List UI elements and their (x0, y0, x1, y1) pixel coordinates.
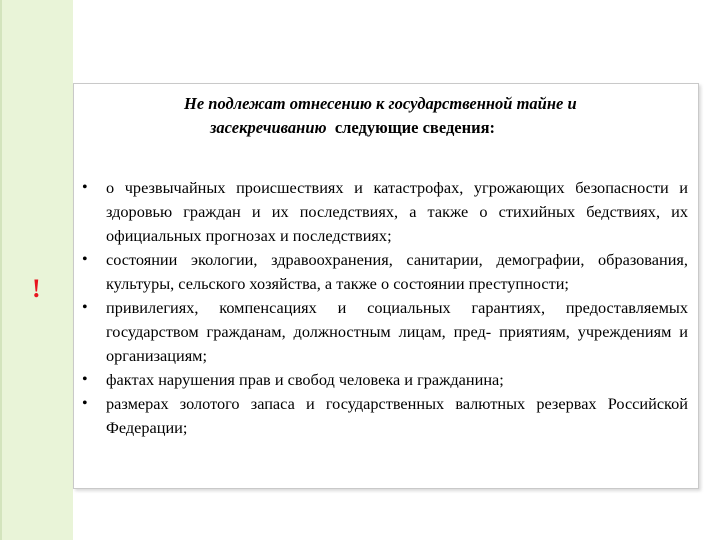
bullet-icon: • (82, 371, 88, 388)
list-item-text: о чрезвычайных происшествиях и катастрофах, угрожающих безопасности и здоровью граждан и их последствиях, а также о стихийных бедствиях, их официальных прогнозах и последствиях; (106, 178, 688, 245)
title-line-1: Не подлежат отнесению к государственной тайне и (184, 94, 577, 113)
bullet-icon: • (82, 395, 88, 412)
info-list (76, 176, 688, 440)
bullet-icon: • (82, 179, 88, 196)
bullet-icon: • (82, 299, 88, 316)
list-item-text: состоянии экологии, здравоохранения, санитарии, демографии, образования, культуры, сельского хозяйства, а также о состоянии преступности; (106, 250, 688, 293)
list-item (76, 248, 688, 296)
title-line-2 (160, 116, 680, 140)
list-item (76, 368, 688, 392)
bullet-icon: • (82, 251, 88, 268)
list-item (76, 392, 688, 440)
left-band-edge (0, 0, 2, 540)
list-item-text: размерах золотого запаса и государственных валютных резервах Российской Федерации; (106, 394, 688, 437)
title-line-2-italic: засекречиванию (210, 118, 327, 137)
left-decorative-band (0, 0, 73, 540)
page-title (160, 92, 680, 140)
list-item (76, 296, 688, 368)
title-line-2-rest: следующие сведения: (334, 118, 496, 137)
list-item-text: привилегиях, компенсациях и социальных гарантиях, предоставляемых государством гражданам, должностным лицам, пред- приятиям, учреждениям и организациям; (106, 298, 688, 365)
exclamation-icon: ! (32, 274, 41, 303)
list-item-text: фактах нарушения прав и свобод человека и гражданина; (106, 370, 504, 389)
list-item (76, 176, 688, 248)
